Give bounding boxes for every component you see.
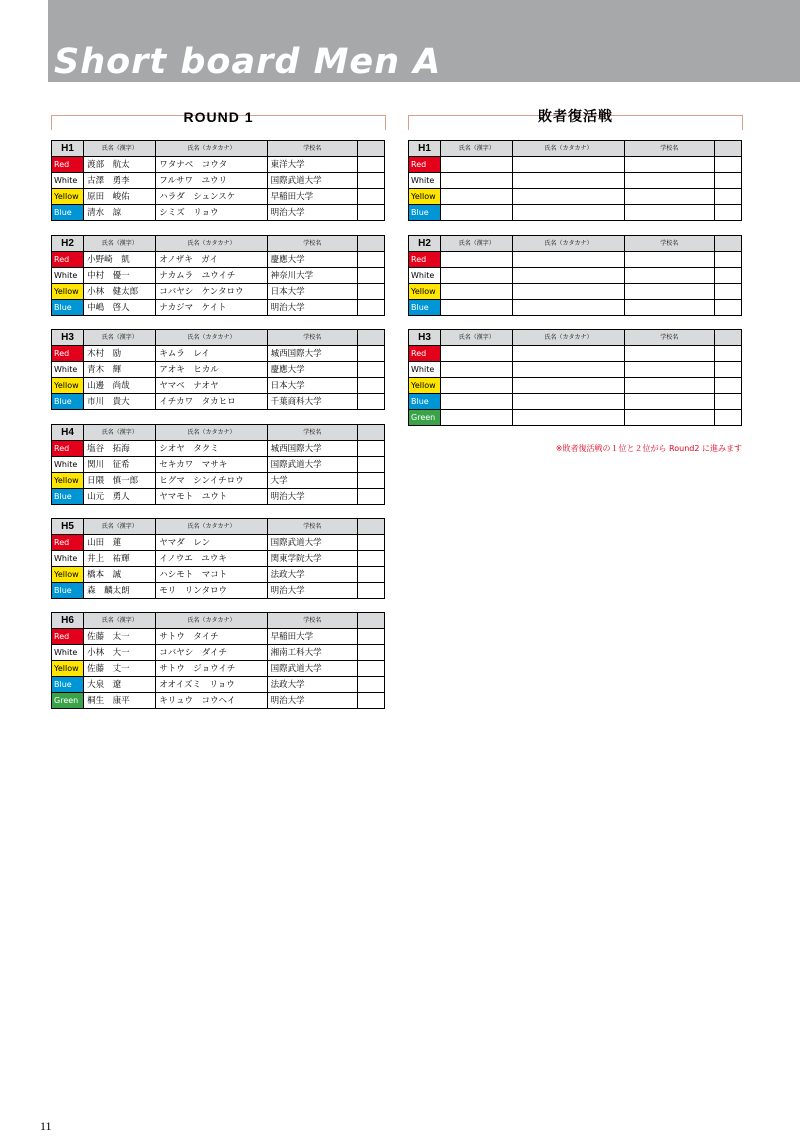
- rider-name-kana: キムラ レイ: [156, 346, 267, 362]
- school-name: [624, 252, 714, 268]
- result-cell: [714, 189, 741, 205]
- rider-name-kana: オノザキ ガイ: [156, 252, 267, 268]
- rider-name-kana: [513, 268, 624, 284]
- result-cell: [357, 394, 384, 410]
- col-school-header: 学校名: [624, 236, 714, 252]
- school-name: 慶應大学: [267, 362, 357, 378]
- rider-name-kanji: 日隈 慎一郎: [84, 473, 156, 489]
- col-kanji-header: 氏名（漢字）: [441, 236, 513, 252]
- heat-row: [52, 300, 385, 316]
- result-cell: [714, 173, 741, 189]
- result-cell: [357, 268, 384, 284]
- rider-name-kana: アオキ ヒカル: [156, 362, 267, 378]
- school-name: 神奈川大学: [267, 268, 357, 284]
- rider-name-kanji: [441, 205, 513, 221]
- heat-row: [409, 252, 742, 268]
- heat-row: [52, 284, 385, 300]
- rider-name-kana: [513, 189, 624, 205]
- rider-name-kanji: 山田 蓮: [84, 535, 156, 551]
- heat-row: [52, 346, 385, 362]
- heat-header-row: [52, 236, 385, 252]
- result-cell: [714, 268, 741, 284]
- heat-table: [51, 424, 385, 505]
- rider-name-kana: コバヤシ ケンタロウ: [156, 284, 267, 300]
- heat-row: [52, 441, 385, 457]
- result-cell: [357, 284, 384, 300]
- heat-row: [409, 394, 742, 410]
- heat-table: [51, 612, 385, 709]
- lane-color: White: [52, 551, 84, 567]
- rider-name-kana: コバヤシ ダイチ: [156, 645, 267, 661]
- heat-id: H6: [52, 613, 84, 629]
- lane-color: Blue: [52, 677, 84, 693]
- rider-name-kanji: 森 麟太朗: [84, 583, 156, 599]
- col-kanji-header: 氏名（漢字）: [84, 141, 156, 157]
- school-name: [624, 346, 714, 362]
- col-school-header: 学校名: [267, 519, 357, 535]
- result-cell: [714, 205, 741, 221]
- lane-color: Blue: [52, 205, 84, 221]
- col-extra-header: [357, 330, 384, 346]
- heat-header-row: [52, 141, 385, 157]
- lane-color: Yellow: [409, 284, 441, 300]
- result-cell: [357, 551, 384, 567]
- school-name: 明治大学: [267, 205, 357, 221]
- rider-name-kana: ヒグマ シンイチロウ: [156, 473, 267, 489]
- heat-id: H5: [52, 519, 84, 535]
- col-extra-header: [357, 613, 384, 629]
- col-extra-header: [714, 330, 741, 346]
- lane-color: White: [409, 173, 441, 189]
- rider-name-kana: セキカワ マサキ: [156, 457, 267, 473]
- lane-color: Blue: [52, 394, 84, 410]
- result-cell: [357, 677, 384, 693]
- lane-color: Blue: [52, 489, 84, 505]
- heat-id: H4: [52, 425, 84, 441]
- rider-name-kana: [513, 252, 624, 268]
- heat-row: [52, 645, 385, 661]
- school-name: 早稲田大学: [267, 629, 357, 645]
- rider-name-kana: フルサワ ユウリ: [156, 173, 267, 189]
- col-kana-header: 氏名（カタカナ）: [156, 236, 267, 252]
- lane-color: Green: [52, 693, 84, 709]
- school-name: [624, 394, 714, 410]
- result-cell: [357, 173, 384, 189]
- result-cell: [714, 346, 741, 362]
- rider-name-kanji: 橋本 誠: [84, 567, 156, 583]
- lane-color: Yellow: [52, 661, 84, 677]
- heat-table: [408, 140, 742, 221]
- result-cell: [357, 189, 384, 205]
- heat-table: [51, 518, 385, 599]
- rider-name-kana: [513, 173, 624, 189]
- heat-row: [52, 567, 385, 583]
- school-name: [624, 189, 714, 205]
- lane-color: Red: [52, 157, 84, 173]
- school-name: 明治大学: [267, 489, 357, 505]
- result-cell: [357, 583, 384, 599]
- col-kana-header: 氏名（カタカナ）: [156, 141, 267, 157]
- lane-color: Blue: [52, 583, 84, 599]
- result-cell: [714, 252, 741, 268]
- rider-name-kana: [513, 300, 624, 316]
- school-name: 日本大学: [267, 284, 357, 300]
- result-cell: [714, 394, 741, 410]
- school-name: [624, 378, 714, 394]
- rider-name-kana: [513, 346, 624, 362]
- heat-row: [409, 346, 742, 362]
- rider-name-kanji: 原田 峻佑: [84, 189, 156, 205]
- rider-name-kanji: 小野崎 凱: [84, 252, 156, 268]
- title-banner: [48, 0, 800, 82]
- result-cell: [714, 284, 741, 300]
- rider-name-kana: シオヤ タクミ: [156, 441, 267, 457]
- col-extra-header: [714, 236, 741, 252]
- rider-name-kanji: [441, 346, 513, 362]
- lane-color: Red: [52, 252, 84, 268]
- heat-row: [409, 189, 742, 205]
- heat-row: [52, 677, 385, 693]
- heat-row: [52, 362, 385, 378]
- school-name: 明治大学: [267, 300, 357, 316]
- result-cell: [357, 441, 384, 457]
- lane-color: Yellow: [52, 189, 84, 205]
- result-cell: [357, 457, 384, 473]
- heat-row: [409, 284, 742, 300]
- rider-name-kana: モリ リンタロウ: [156, 583, 267, 599]
- col-kanji-header: 氏名（漢字）: [441, 330, 513, 346]
- heat-table: [408, 329, 742, 426]
- rider-name-kana: イチカワ タカヒロ: [156, 394, 267, 410]
- lane-color: Red: [52, 629, 84, 645]
- school-name: [624, 362, 714, 378]
- school-name: 国際武道大学: [267, 661, 357, 677]
- heat-row: [409, 157, 742, 173]
- rider-name-kanji: 佐藤 丈一: [84, 661, 156, 677]
- rider-name-kana: [513, 410, 624, 426]
- rider-name-kana: ナカジマ ケイト: [156, 300, 267, 316]
- heat-row: [52, 157, 385, 173]
- heat-table: [51, 140, 385, 221]
- school-name: 千葉商科大学: [267, 394, 357, 410]
- heat-header-row: [409, 236, 742, 252]
- lane-color: White: [52, 645, 84, 661]
- heat-table: [51, 329, 385, 410]
- heat-row: [52, 583, 385, 599]
- col-kanji-header: 氏名（漢字）: [84, 613, 156, 629]
- heat-header-row: [52, 330, 385, 346]
- heat-row: [409, 173, 742, 189]
- rider-name-kana: ワタナベ コウタ: [156, 157, 267, 173]
- lane-color: Yellow: [409, 378, 441, 394]
- heat-row: [52, 629, 385, 645]
- lane-color: White: [52, 362, 84, 378]
- result-cell: [357, 378, 384, 394]
- lane-color: Red: [409, 157, 441, 173]
- heat-row: [52, 535, 385, 551]
- result-cell: [357, 473, 384, 489]
- round1-title: ROUND 1: [183, 109, 254, 125]
- rider-name-kana: [513, 362, 624, 378]
- result-cell: [714, 362, 741, 378]
- rider-name-kana: [513, 284, 624, 300]
- heat-row: [52, 268, 385, 284]
- lane-color: Red: [52, 535, 84, 551]
- col-kana-header: 氏名（カタカナ）: [513, 236, 624, 252]
- result-cell: [357, 535, 384, 551]
- rider-name-kanji: 井上 祐輝: [84, 551, 156, 567]
- lane-color: Yellow: [52, 284, 84, 300]
- rider-name-kana: ヤマベ ナオヤ: [156, 378, 267, 394]
- rider-name-kanji: 関川 征希: [84, 457, 156, 473]
- school-name: 大学: [267, 473, 357, 489]
- result-cell: [357, 252, 384, 268]
- lane-color: Yellow: [409, 189, 441, 205]
- result-cell: [714, 157, 741, 173]
- rider-name-kanji: 桐生 康平: [84, 693, 156, 709]
- heat-row: [52, 189, 385, 205]
- col-school-header: 学校名: [624, 141, 714, 157]
- heat-row: [52, 473, 385, 489]
- lane-color: Blue: [409, 300, 441, 316]
- school-name: 日本大学: [267, 378, 357, 394]
- rider-name-kanji: 清水 諒: [84, 205, 156, 221]
- rider-name-kanji: 山邊 尚哉: [84, 378, 156, 394]
- heat-row: [409, 205, 742, 221]
- school-name: 慶應大学: [267, 252, 357, 268]
- rider-name-kana: イノウエ ユウキ: [156, 551, 267, 567]
- rider-name-kanji: [441, 378, 513, 394]
- heat-id: H1: [409, 141, 441, 157]
- col-extra-header: [357, 236, 384, 252]
- rider-name-kanji: [441, 268, 513, 284]
- result-cell: [357, 205, 384, 221]
- rider-name-kana: ヤマモト ユウト: [156, 489, 267, 505]
- col-extra-header: [357, 141, 384, 157]
- rider-name-kanji: 渡部 航太: [84, 157, 156, 173]
- lane-color: Red: [52, 441, 84, 457]
- col-kanji-header: 氏名（漢字）: [441, 141, 513, 157]
- col-extra-header: [714, 141, 741, 157]
- col-school-header: 学校名: [267, 425, 357, 441]
- school-name: 明治大学: [267, 583, 357, 599]
- rider-name-kana: シミズ リョウ: [156, 205, 267, 221]
- heat-header-row: [52, 425, 385, 441]
- rider-name-kana: キリュウ コウヘイ: [156, 693, 267, 709]
- result-cell: [714, 378, 741, 394]
- result-cell: [357, 489, 384, 505]
- lane-color: White: [52, 457, 84, 473]
- heat-row: [52, 457, 385, 473]
- lane-color: Green: [409, 410, 441, 426]
- heat-row: [52, 661, 385, 677]
- result-cell: [357, 567, 384, 583]
- heat-row: [409, 362, 742, 378]
- heat-row: [409, 268, 742, 284]
- col-school-header: 学校名: [624, 330, 714, 346]
- rider-name-kanji: 山元 勇人: [84, 489, 156, 505]
- school-name: 国際武道大学: [267, 535, 357, 551]
- rider-name-kanji: [441, 252, 513, 268]
- col-extra-header: [357, 425, 384, 441]
- lane-color: White: [409, 362, 441, 378]
- heat-id: H2: [52, 236, 84, 252]
- result-cell: [357, 157, 384, 173]
- rider-name-kanji: 塩谷 拓海: [84, 441, 156, 457]
- rider-name-kanji: 青木 輝: [84, 362, 156, 378]
- rider-name-kana: ヤマダ レン: [156, 535, 267, 551]
- rider-name-kanji: 中村 優一: [84, 268, 156, 284]
- lane-color: Red: [52, 346, 84, 362]
- result-cell: [357, 362, 384, 378]
- rider-name-kanji: [441, 157, 513, 173]
- rider-name-kanji: 小林 健太郎: [84, 284, 156, 300]
- page-title: Short board Men A: [54, 42, 442, 82]
- school-name: [624, 410, 714, 426]
- school-name: [624, 284, 714, 300]
- col-school-header: 学校名: [267, 330, 357, 346]
- col-kana-header: 氏名（カタカナ）: [156, 425, 267, 441]
- rider-name-kanji: 大泉 遼: [84, 677, 156, 693]
- rider-name-kana: オオイズミ リョウ: [156, 677, 267, 693]
- rider-name-kanji: [441, 189, 513, 205]
- repechage-header: [408, 109, 743, 130]
- col-school-header: 学校名: [267, 613, 357, 629]
- lane-color: Red: [409, 252, 441, 268]
- school-name: 早稲田大学: [267, 189, 357, 205]
- heat-row: [52, 551, 385, 567]
- heat-header-row: [409, 330, 742, 346]
- lane-color: Red: [409, 346, 441, 362]
- round1-header: [51, 109, 386, 130]
- heat-row: [52, 394, 385, 410]
- lane-color: Blue: [52, 300, 84, 316]
- school-name: 城西国際大学: [267, 346, 357, 362]
- rider-name-kanji: 小林 大一: [84, 645, 156, 661]
- rider-name-kana: [513, 378, 624, 394]
- lane-color: Yellow: [52, 473, 84, 489]
- result-cell: [714, 410, 741, 426]
- school-name: 国際武道大学: [267, 457, 357, 473]
- rider-name-kanji: [441, 394, 513, 410]
- school-name: 明治大学: [267, 693, 357, 709]
- col-kana-header: 氏名（カタカナ）: [156, 330, 267, 346]
- school-name: 法政大学: [267, 677, 357, 693]
- result-cell: [714, 300, 741, 316]
- result-cell: [357, 645, 384, 661]
- school-name: 国際武道大学: [267, 173, 357, 189]
- rider-name-kana: ハシモト マコト: [156, 567, 267, 583]
- heat-row: [52, 252, 385, 268]
- heat-id: H2: [409, 236, 441, 252]
- lane-color: Blue: [409, 394, 441, 410]
- rider-name-kanji: 古澤 勇李: [84, 173, 156, 189]
- heat-row: [52, 205, 385, 221]
- lane-color: Yellow: [52, 378, 84, 394]
- rider-name-kanji: 木村 励: [84, 346, 156, 362]
- school-name: [624, 173, 714, 189]
- rider-name-kanji: [441, 173, 513, 189]
- rider-name-kana: [513, 205, 624, 221]
- rider-name-kanji: [441, 300, 513, 316]
- rider-name-kana: ハラダ シュンスケ: [156, 189, 267, 205]
- col-school-header: 学校名: [267, 141, 357, 157]
- result-cell: [357, 629, 384, 645]
- heat-row: [52, 489, 385, 505]
- result-cell: [357, 300, 384, 316]
- school-name: 城西国際大学: [267, 441, 357, 457]
- result-cell: [357, 693, 384, 709]
- heat-id: H3: [409, 330, 441, 346]
- rider-name-kanji: 市川 貴大: [84, 394, 156, 410]
- advancement-note: ※敗者復活戦の１位と２位がら Round2 に進みます: [555, 444, 742, 453]
- result-cell: [357, 346, 384, 362]
- col-kanji-header: 氏名（漢字）: [84, 236, 156, 252]
- rider-name-kana: ナカムラ ユウイチ: [156, 268, 267, 284]
- lane-color: White: [52, 268, 84, 284]
- rider-name-kana: サトウ タイチ: [156, 629, 267, 645]
- result-cell: [357, 661, 384, 677]
- school-name: [624, 157, 714, 173]
- heat-header-row: [52, 613, 385, 629]
- heat-table: [408, 235, 742, 316]
- heat-header-row: [409, 141, 742, 157]
- school-name: [624, 268, 714, 284]
- col-kanji-header: 氏名（漢字）: [84, 330, 156, 346]
- school-name: 東洋大学: [267, 157, 357, 173]
- repechage-title: 敗者復活戦: [538, 109, 613, 125]
- col-kanji-header: 氏名（漢字）: [84, 425, 156, 441]
- lane-color: White: [52, 173, 84, 189]
- school-name: 法政大学: [267, 567, 357, 583]
- rider-name-kana: [513, 157, 624, 173]
- col-extra-header: [357, 519, 384, 535]
- school-name: [624, 205, 714, 221]
- col-kana-header: 氏名（カタカナ）: [156, 613, 267, 629]
- rider-name-kanji: 佐藤 太一: [84, 629, 156, 645]
- heat-id: H1: [52, 141, 84, 157]
- lane-color: Blue: [409, 205, 441, 221]
- school-name: 湘南工科大学: [267, 645, 357, 661]
- page-number: 11: [40, 1119, 52, 1133]
- lane-color: White: [409, 268, 441, 284]
- rider-name-kana: [513, 394, 624, 410]
- rider-name-kanji: [441, 410, 513, 426]
- col-school-header: 学校名: [267, 236, 357, 252]
- heat-row: [409, 410, 742, 426]
- col-kanji-header: 氏名（漢字）: [84, 519, 156, 535]
- lane-color: Yellow: [52, 567, 84, 583]
- heat-row: [52, 173, 385, 189]
- rider-name-kanji: 中嶋 啓人: [84, 300, 156, 316]
- heat-row: [52, 693, 385, 709]
- rider-name-kanji: [441, 362, 513, 378]
- heat-header-row: [52, 519, 385, 535]
- heat-row: [409, 378, 742, 394]
- col-kana-header: 氏名（カタカナ）: [156, 519, 267, 535]
- rider-name-kanji: [441, 284, 513, 300]
- rider-name-kana: サトウ ジョウイチ: [156, 661, 267, 677]
- col-kana-header: 氏名（カタカナ）: [513, 330, 624, 346]
- heat-row: [409, 300, 742, 316]
- school-name: [624, 300, 714, 316]
- heat-row: [52, 378, 385, 394]
- school-name: 関東学院大学: [267, 551, 357, 567]
- col-kana-header: 氏名（カタカナ）: [513, 141, 624, 157]
- heat-id: H3: [52, 330, 84, 346]
- heat-table: [51, 235, 385, 316]
